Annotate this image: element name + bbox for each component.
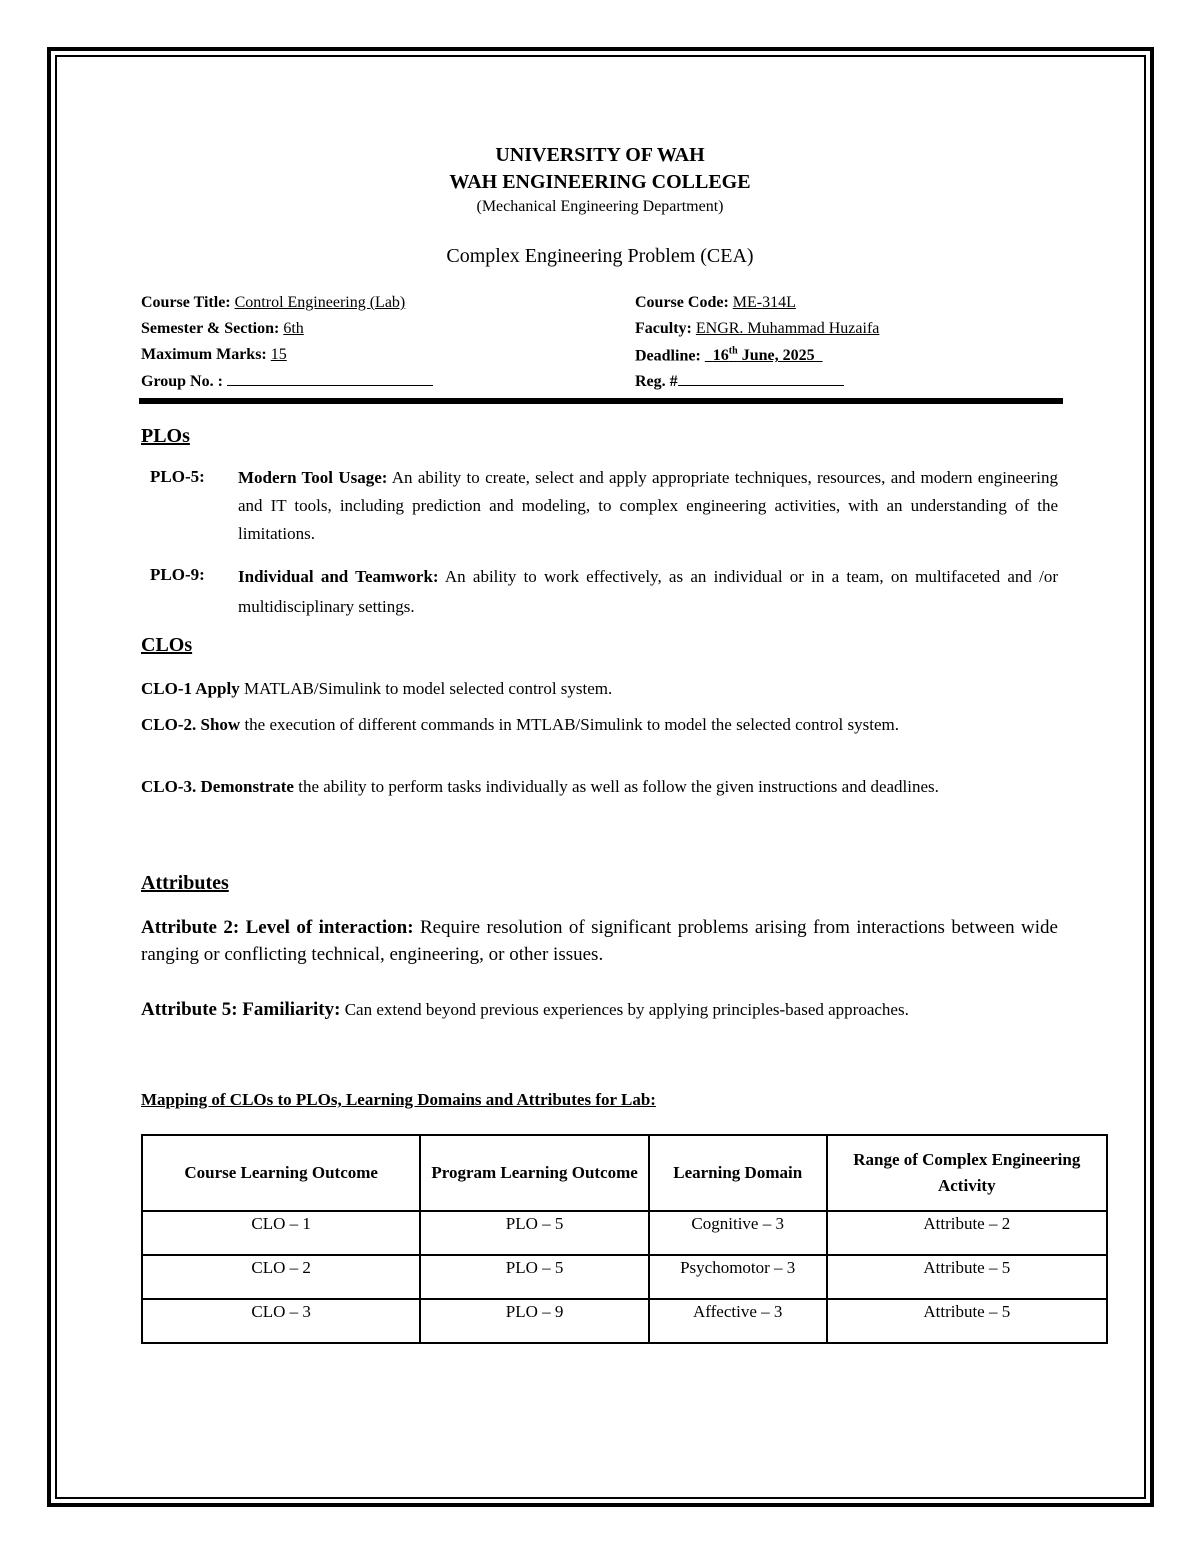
clo-1: [141, 676, 1058, 701]
table-cell: PLO – 5: [420, 1211, 649, 1255]
clos-heading: CLOs: [141, 634, 193, 656]
table-cell: Cognitive – 3: [649, 1211, 827, 1255]
table-cell: Attribute – 2: [827, 1211, 1107, 1255]
college-name: WAH ENGINEERING COLLEGE: [449, 171, 751, 193]
course-code-value: ME-314L: [732, 294, 796, 311]
max-marks-value: 15: [270, 346, 287, 363]
plos-heading: PLOs: [141, 425, 190, 447]
max-marks-line: [141, 346, 287, 364]
course-title-label: Course Title:: [141, 294, 231, 311]
clo-3: [141, 774, 1058, 799]
attribute-5: [141, 997, 1058, 1022]
university-name: UNIVERSITY OF WAH: [495, 144, 705, 166]
attributes-heading: Attributes: [141, 872, 229, 894]
table-cell: Attribute – 5: [827, 1299, 1107, 1343]
attribute-2-lead: Attribute 2: Level of interaction:: [141, 917, 414, 938]
mapping-title: Mapping of CLOs to PLOs, Learning Domains and Attributes for Lab:: [141, 1090, 656, 1109]
column-header: Range of Complex Engineering Activity: [827, 1135, 1107, 1211]
semester-label: Semester & Section:: [141, 320, 280, 337]
assessment-title: Complex Engineering Problem (CEA): [446, 245, 754, 267]
deadline-value: [705, 347, 823, 364]
group-label: Group No. :: [141, 373, 223, 390]
faculty-value: ENGR. Muhammad Huzaifa: [695, 320, 880, 337]
clo-3-lead: CLO-3. Demonstrate: [141, 777, 294, 796]
table-cell: PLO – 9: [420, 1299, 649, 1343]
deadline-line: [635, 346, 823, 365]
course-title-value: Control Engineering (Lab): [234, 294, 406, 311]
plo-9-label: PLO-9:: [150, 565, 205, 584]
attribute-5-text: Can extend beyond previous experiences by applying principles-based approaches.: [340, 1000, 909, 1019]
reg-label: Reg. #: [635, 373, 678, 390]
semester-value: 6th: [283, 320, 304, 337]
clo-1-lead: CLO-1 Apply: [141, 679, 240, 698]
mapping-table: [141, 1134, 1108, 1344]
group-line: [141, 371, 433, 391]
plo-5-text: [238, 464, 1058, 548]
course-code-label: Course Code:: [635, 294, 729, 311]
table-cell: CLO – 1: [142, 1211, 420, 1255]
column-header: Course Learning Outcome: [142, 1135, 420, 1211]
table-header-row: [142, 1135, 1107, 1211]
plo-9-text: [238, 562, 1058, 622]
course-title-line: [141, 294, 405, 312]
deadline-day: 16: [712, 347, 729, 365]
column-header: Program Learning Outcome: [420, 1135, 649, 1211]
table-row: [142, 1299, 1107, 1343]
attribute-5-lead: Attribute 5: Familiarity:: [141, 999, 341, 1020]
clo-2: [141, 712, 1058, 737]
attribute-2-text: Require resolution of significant problems arising from interactions between wide ranging or conflicting technical, engineering, or other issues.: [141, 917, 1058, 965]
department-name: (Mechanical Engineering Department): [476, 198, 724, 215]
reg-line: [635, 371, 844, 391]
clo-2-text: the execution of different commands in MTLAB/Simulink to model the selected control system.: [240, 715, 899, 734]
table-row: [142, 1255, 1107, 1299]
deadline-label: Deadline:: [635, 347, 701, 365]
clo-1-text: MATLAB/Simulink to model selected control system.: [239, 679, 613, 698]
course-code-line: [635, 294, 796, 312]
table-cell: Psychomotor – 3: [649, 1255, 827, 1299]
table-cell: Affective – 3: [649, 1299, 827, 1343]
max-marks-label: Maximum Marks:: [141, 346, 267, 363]
faculty-label: Faculty:: [635, 320, 692, 337]
group-number-blank[interactable]: [227, 371, 433, 386]
plo-5-title: Modern Tool Usage:: [238, 468, 388, 487]
header-divider: [139, 398, 1063, 404]
table-cell: CLO – 2: [142, 1255, 420, 1299]
attribute-2: [141, 914, 1058, 968]
column-header: Learning Domain: [649, 1135, 827, 1211]
semester-line: [141, 320, 304, 338]
deadline-suffix: th: [728, 346, 738, 357]
table-cell: Attribute – 5: [827, 1255, 1107, 1299]
clo-3-text: the ability to perform tasks individually as well as follow the given instructions and deadlines.: [293, 777, 939, 796]
faculty-line: [635, 320, 879, 338]
plo-5-label: PLO-5:: [150, 467, 205, 486]
plo-9-description: An ability to work effectively, as an individual or in a team, on multifaceted and /or multidisciplinary settings.: [238, 567, 1058, 616]
deadline-rest: June, 2025: [737, 347, 815, 365]
clo-2-lead: CLO-2. Show: [141, 715, 241, 734]
table-cell: PLO – 5: [420, 1255, 649, 1299]
table-row: [142, 1211, 1107, 1255]
table-cell: CLO – 3: [142, 1299, 420, 1343]
plo-9-title: Individual and Teamwork:: [238, 567, 439, 586]
plo-5-description: An ability to create, select and apply appropriate techniques, resources, and modern engineering and IT tools, including prediction and modeling, to complex engineering activities, with an understanding of the limitations.: [238, 468, 1058, 543]
reg-number-blank[interactable]: [678, 371, 844, 386]
